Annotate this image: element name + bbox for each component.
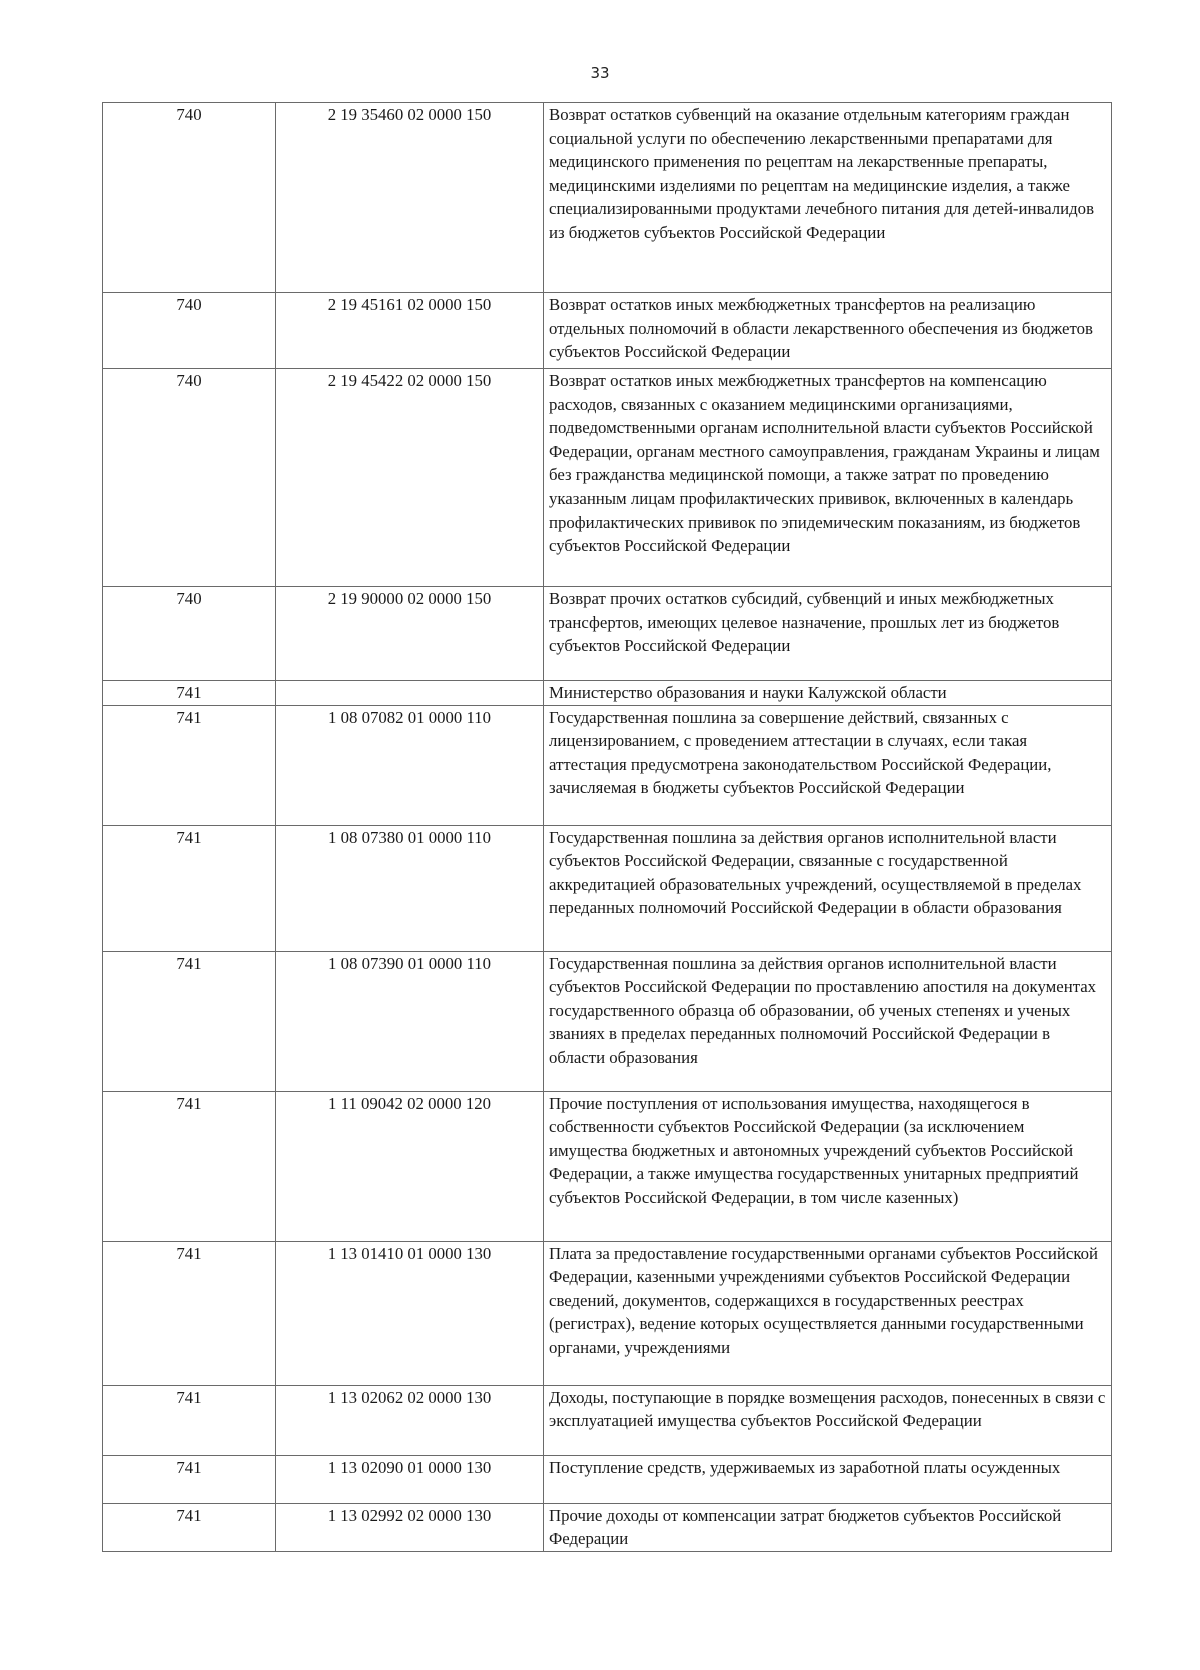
table-row <box>103 369 1112 587</box>
revenue-name-cell <box>544 951 1112 1091</box>
admin-code-cell: 741 <box>103 1241 276 1385</box>
revenue-name-cell <box>544 1503 1112 1551</box>
budget-code-cell: 2 19 90000 02 0000 150 <box>276 587 544 681</box>
table-row <box>103 681 1112 706</box>
revenue-name-cell <box>544 825 1112 951</box>
table-row <box>103 103 1112 293</box>
table-row <box>103 825 1112 951</box>
revenue-name-text: Плата за предоставление государственными органами субъектов Российской Федерации, казенными учреждениями субъектов Российской Федерации сведений, документов, содержащихся в государственных реестрах (регистрах), ведение которых осуществляется данными государственными органами, учреждениями <box>549 1243 1099 1357</box>
budget-code-cell: 1 11 09042 02 0000 120 <box>276 1091 544 1241</box>
table-row <box>103 1385 1112 1455</box>
table-row <box>103 951 1112 1091</box>
revenue-name-text: Прочие поступления от использования имущества, находящегося в собственности субъектов Российской Федерации (за исключением имущества бюджетных и автономных учреждений субъектов Российской Федерации, а также имущества государственных унитарных предприятий субъектов Российской Федерации, в том числе казенных) <box>549 1093 1079 1207</box>
revenue-name-cell <box>544 369 1112 587</box>
revenue-name-cell <box>544 705 1112 825</box>
admin-code-cell: 740 <box>103 103 276 293</box>
table-row <box>103 1455 1112 1503</box>
revenue-name-cell <box>544 681 1112 706</box>
revenue-name-text: Возврат прочих остатков субсидий, субвенций и иных межбюджетных трансфертов, имеющих целевое назначение, прошлых лет из бюджетов субъектов Российской Федерации <box>549 589 1060 656</box>
revenue-name-text: Возврат остатков иных межбюджетных трансфертов на компенсацию расходов, связанных с оказанием медицинскими организациями, подведомственными органам исполнительной власти субъектов Российской Федерации, органам местного самоуправления, гражданам Украины и лицам без гражданства медицинской помощи, а также затрат по проведению указанным лицам профилактических прививок, включенных в календарь профилактических прививок по эпидемическим показаниям, из бюджетов субъектов Российской Федерации <box>549 371 1100 556</box>
budget-code-cell: 1 08 07082 01 0000 110 <box>276 705 544 825</box>
budget-code-cell: 1 13 01410 01 0000 130 <box>276 1241 544 1385</box>
budget-code-cell: 1 08 07380 01 0000 110 <box>276 825 544 951</box>
budget-code-cell: 2 19 45422 02 0000 150 <box>276 369 544 587</box>
page-number: 33 <box>590 64 610 82</box>
admin-code-cell: 741 <box>103 951 276 1091</box>
budget-code-cell: 1 13 02992 02 0000 130 <box>276 1503 544 1551</box>
budget-code-cell: 2 19 45161 02 0000 150 <box>276 293 544 369</box>
revenue-name-text: Поступление средств, удерживаемых из заработной платы осужденных <box>549 1457 1061 1477</box>
budget-code-cell: 1 13 02062 02 0000 130 <box>276 1385 544 1455</box>
admin-code-cell: 741 <box>103 705 276 825</box>
admin-code-cell: 740 <box>103 587 276 681</box>
admin-code-cell: 741 <box>103 1455 276 1503</box>
table-row <box>103 1503 1112 1551</box>
revenue-name-text: Государственная пошлина за действия органов исполнительной власти субъектов Российской Федерации по проставлению апостиля на документах государственного образца об образовании, об ученых степенях и ученых званиях в пределах переданных полномочий Российской Федерации в области образования <box>549 953 1097 1067</box>
table-row <box>103 587 1112 681</box>
admin-code-cell: 740 <box>103 369 276 587</box>
admin-code-cell: 741 <box>103 1091 276 1241</box>
table-row <box>103 705 1112 825</box>
table-row <box>103 1091 1112 1241</box>
revenue-name-text: Государственная пошлина за совершение действий, связанных с лицензированием, с проведением аттестации в случаях, если такая аттестация предусмотрена законодательством Российской Федерации, зачисляемая в бюджеты субъектов Российской Федерации <box>549 707 1052 798</box>
revenue-name-text: Возврат остатков субвенций на оказание отдельным категориям граждан социальной услуги по обеспечению лекарственными препаратами для медицинского применения по рецептам на лекарственные препараты, медицинскими изделиями по рецептам на медицинские изделия, а также специализированными продуктами лечебного питания для детей-инвалидов из бюджетов субъектов Российской Федерации <box>549 105 1094 242</box>
revenue-codes-table <box>102 102 1112 1552</box>
admin-code-cell: 741 <box>103 1503 276 1551</box>
budget-code-cell <box>276 681 544 706</box>
revenue-name-cell <box>544 1091 1112 1241</box>
revenue-name-text: Доходы, поступающие в порядке возмещения расходов, понесенных в связи с эксплуатацией имущества субъектов Российской Федерации <box>549 1387 1106 1431</box>
budget-code-cell: 1 08 07390 01 0000 110 <box>276 951 544 1091</box>
ministry-name-text: Министерство образования и науки Калужской области <box>549 683 947 702</box>
revenue-name-cell <box>544 587 1112 681</box>
table-row <box>103 293 1112 369</box>
revenue-name-cell <box>544 1385 1112 1455</box>
budget-code-cell: 2 19 35460 02 0000 150 <box>276 103 544 293</box>
revenue-name-text: Государственная пошлина за действия органов исполнительной власти субъектов Российской Федерации, связанные с государственной аккредитацией образовательных учреждений, осуществляемой в пределах переданных полномочий Российской Федерации в области образования <box>549 827 1082 918</box>
admin-code-cell: 741 <box>103 681 276 706</box>
revenue-name-cell <box>544 1455 1112 1503</box>
revenue-name-cell <box>544 103 1112 293</box>
revenue-name-cell <box>544 1241 1112 1385</box>
budget-code-cell: 1 13 02090 01 0000 130 <box>276 1455 544 1503</box>
admin-code-cell: 741 <box>103 1385 276 1455</box>
revenue-name-cell <box>544 293 1112 369</box>
revenue-name-text: Прочие доходы от компенсации затрат бюджетов субъектов Российской Федерации <box>549 1505 1062 1549</box>
admin-code-cell: 740 <box>103 293 276 369</box>
admin-code-cell: 741 <box>103 825 276 951</box>
revenue-name-text: Возврат остатков иных межбюджетных трансфертов на реализацию отдельных полномочий в области лекарственного обеспечения из бюджетов субъектов Российской Федерации <box>549 295 1093 362</box>
table-row <box>103 1241 1112 1385</box>
